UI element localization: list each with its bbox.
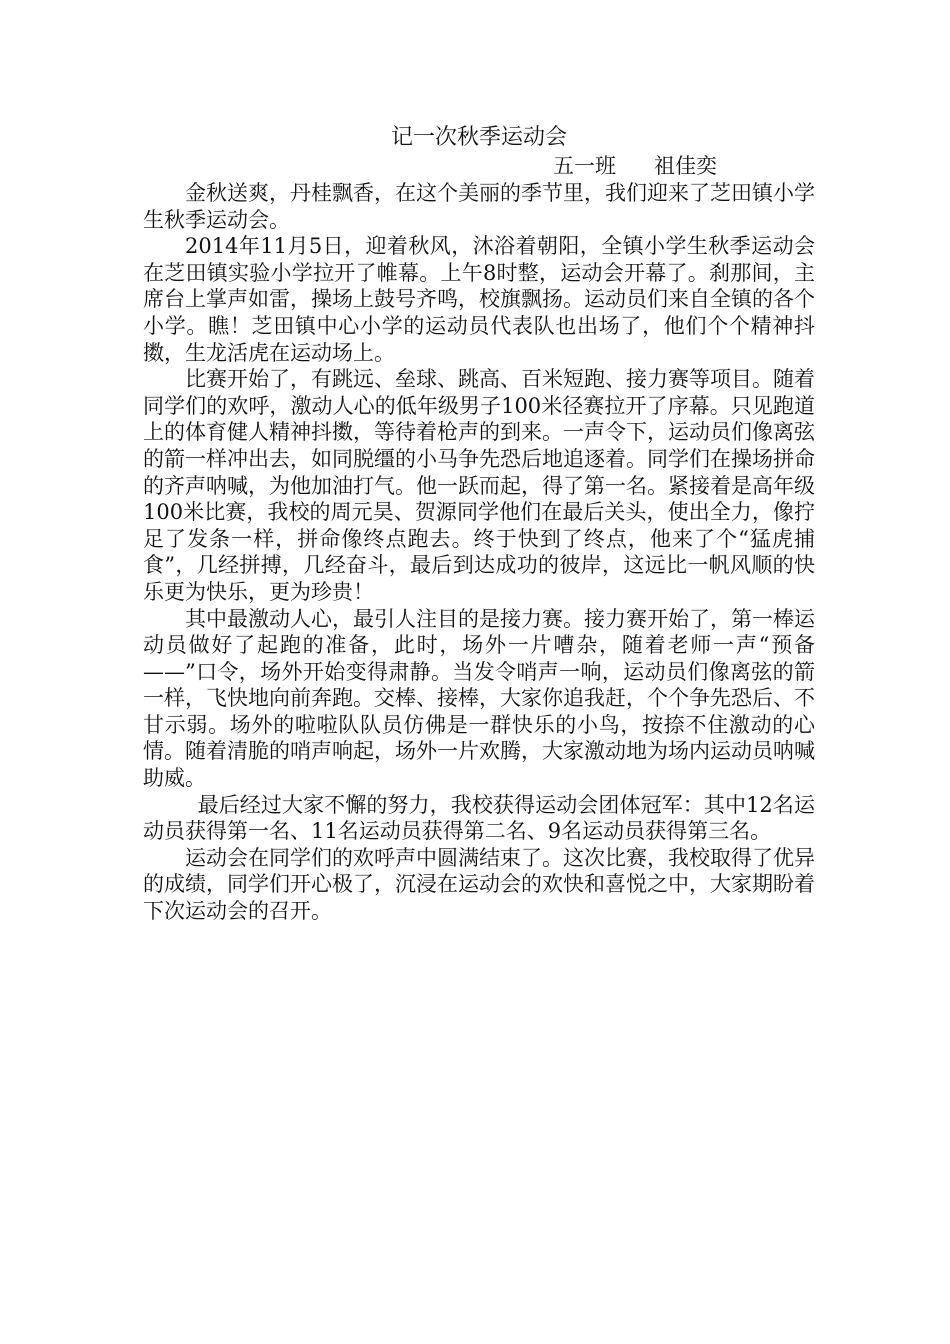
class-name: 五一班 [553,154,616,178]
paragraph-intro: 金秋送爽，丹桂飘香，在这个美丽的季节里，我们迎来了芝田镇小学生秋季运动会。 [143,181,815,232]
paragraph-opening: 2014年11月5日，迎着秋风，沐浴着朝阳，全镇小学生秋季运动会在芝田镇实验小学拉开了帷幕。上午8时整，运动会开幕了。刹那间，主席台上掌声如雷，操场上鼓号齐鸣，校旗飘扬。运动员们来自全镇的各个小学。瞧！芝田镇中心小学的运动员代表队也出场了，他们个个精神抖擞，生龙活虎在运动场上。 [143,234,815,365]
essay-body [143,124,815,925]
author-name: 祖佳奕 [654,154,717,178]
paragraph-conclusion: 运动会在同学们的欢呼声中圆满结束了。这次比赛，我校取得了优异的成绩，同学们开心极了，沉浸在运动会的欢快和喜悦之中，大家期盼着下次运动会的召开。 [143,845,815,924]
paragraph-races: 比赛开始了，有跳远、垒球、跳高、百米短跑、接力赛等项目。随着同学们的欢呼，激动人心的低年级男子100米径赛拉开了序幕。只见跑道上的体育健人精神抖擞，等待着枪声的到来。一声令下，运动员们像离弦的箭一样冲出去，如同脱缰的小马争先恐后地追逐着。同学们在操场拼命的齐声呐喊，为他加油打气。他一跃而起，得了第一名。紧接着是高年级100米比赛，我校的周元昊、贺源同学他们在最后关头，使出全力，像拧足了发条一样，拼命像终点跑去。终于快到了终点，他来了个“猛虎捕食”，几经拼搏，几经奋斗，最后到达成功的彼岸，这远比一帆风顺的快乐更为快乐，更为珍贵！ [143,367,815,604]
paragraph-results: 最后经过大家不懈的努力，我校获得运动会团体冠军：其中12名运动员获得第一名、11名运动员获得第二名、9名运动员获得第三名。 [143,792,815,844]
byline [143,152,815,180]
paragraph-relay: 其中最激动人心，最引人注目的是接力赛。接力赛开始了，第一棒运动员做好了起跑的准备，此时，场外一片嘈杂，随着老师一声“预备——”口令，场外开始变得肃静。当发令哨声一响，运动员们像离弦的箭一样，飞快地向前奔跑。交棒、接棒，大家你追我赶，个个争先恐后、不甘示弱。场外的啦啦队队员仿佛是一群快乐的小鸟，按捺不住激动的心情。随着清脆的哨声响起，场外一片欢腾，大家激动地为场内运动员呐喊助威。 [143,606,815,791]
essay-title: 记一次秋季运动会 [390,125,567,150]
